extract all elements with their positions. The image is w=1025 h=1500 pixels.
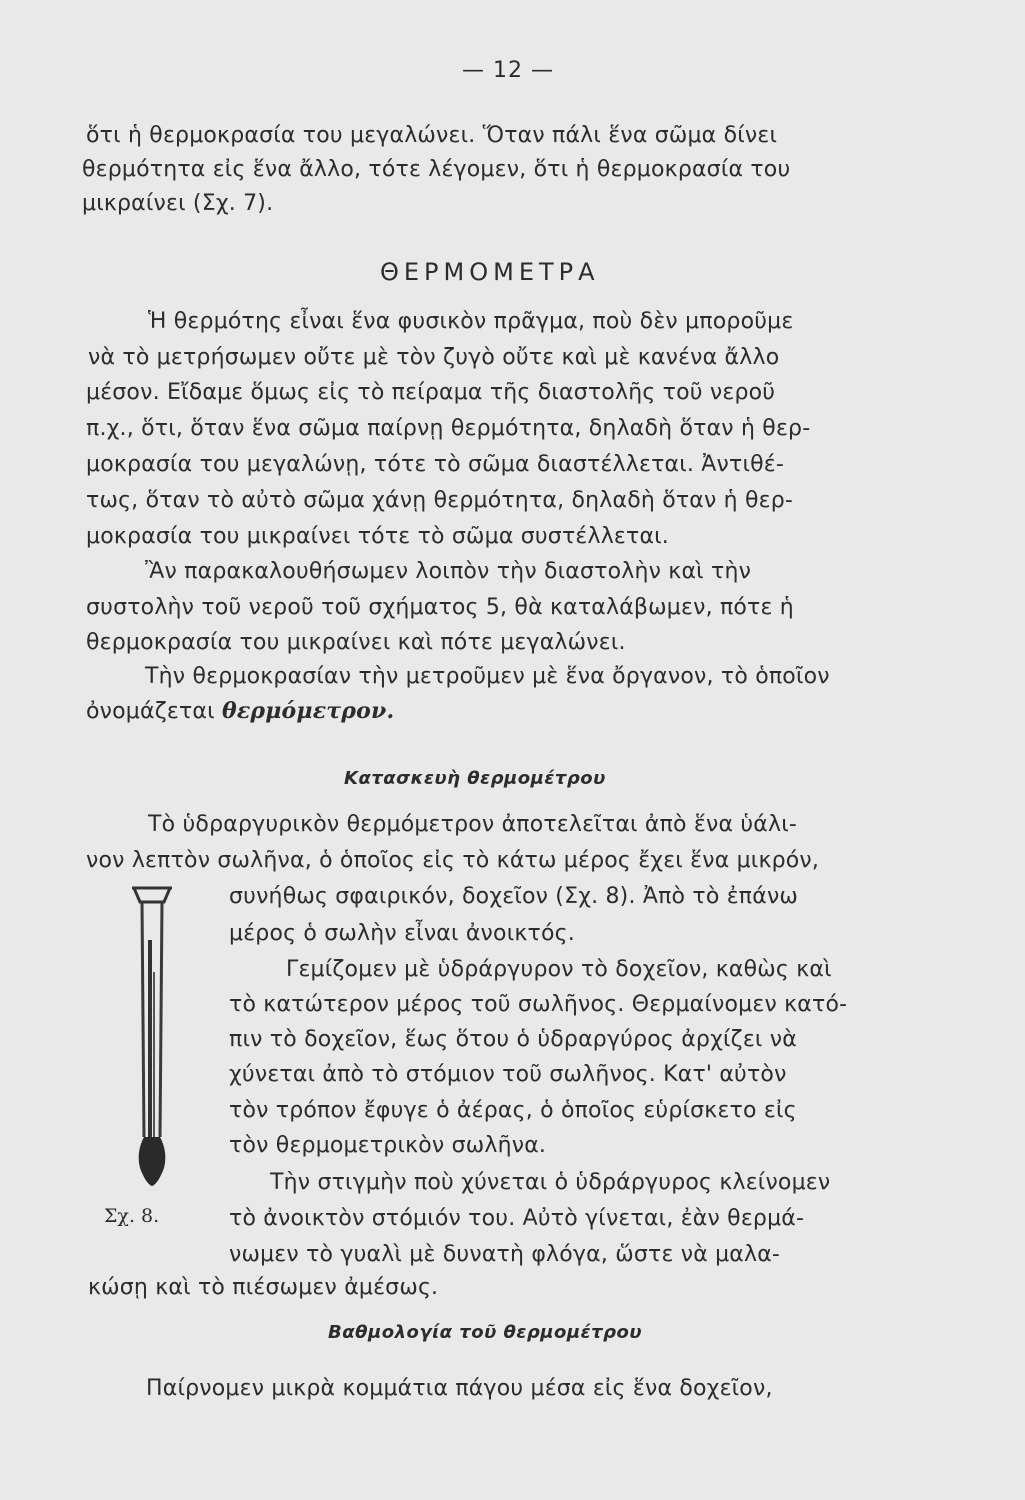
construction-line-8: χύνεται ἀπὸ τὸ στόμιον τοῦ σωλῆνος. Κατ' αὐτὸν — [229, 1062, 787, 1087]
construction-line-1: Τὸ ὑδραργυρικὸν θερμόμετρον ἀποτελεῖται ἀπὸ ἕνα ὑάλι- — [148, 812, 797, 837]
body-line-11: Τὴν θερμοκρασίαν τὴν μετροῦμεν μὲ ἕνα ὄργανον, τὸ ὁποῖον — [145, 664, 830, 689]
figure-caption: Σχ. 8. — [104, 1205, 160, 1227]
body-line-2: νὰ τὸ μετρήσωμεν οὔτε μὲ τὸν ζυγὸ οὔτε καὶ μὲ κανένα ἄλλο — [88, 345, 780, 370]
body-line-6: τως, ὅταν τὸ αὐτὸ σῶμα χάνῃ θερμότητα, δηλαδὴ ὅταν ἡ θερ- — [86, 488, 794, 513]
intro-line-1: ὅτι ἡ θερμοκρασία του μεγαλώνει. Ὅταν πάλι ἕνα σῶμα δίνει — [86, 123, 778, 148]
intro-line-2: θερμότητα εἰς ἕνα ἄλλο, τότε λέγομεν, ὅτι ἡ θερμοκρασία του — [82, 157, 791, 182]
construction-line-4: μέρος ὁ σωλὴν εἶναι ἀνοικτός. — [229, 921, 575, 946]
body-line-5: μοκρασία του μεγαλώνῃ, τότε τὸ σῶμα διαστέλλεται. Ἀντιθέ- — [86, 452, 784, 477]
construction-line-14: κώσῃ καὶ τὸ πιέσωμεν ἀμέσως. — [88, 1275, 439, 1300]
body-line-1: Ἡ θερμότης εἶναι ἕνα φυσικὸν πρᾶγμα, ποὺ δὲν μποροῦμε — [148, 309, 794, 334]
thermometer-figure — [118, 882, 188, 1196]
construction-line-2: νον λεπτὸν σωλῆνα, ὁ ὁποῖος εἰς τὸ κάτω μέρος ἔχει ἕνα μικρόν, — [86, 848, 820, 873]
construction-line-10: τὸν θερμομετρικὸν σωλῆνα. — [229, 1133, 547, 1158]
thermometer-icon — [118, 882, 188, 1192]
term-thermometer: θερμόμετρον. — [221, 698, 395, 724]
subheading-graduation: Βαθμολογία τοῦ θερμομέτρου — [328, 1322, 643, 1343]
construction-line-6: τὸ κατώτερον μέρος τοῦ σωλῆνος. Θερμαίνομεν κατό- — [229, 992, 848, 1017]
construction-line-12: τὸ ἀνοικτὸν στόμιόν του. Αὐτὸ γίνεται, ἐὰν θερμά- — [229, 1206, 805, 1231]
construction-line-3: συνήθως σφαιρικόν, δοχεῖον (Σχ. 8). Ἀπὸ τὸ ἐπάνω — [229, 884, 799, 909]
body-line-12 — [86, 696, 394, 727]
construction-line-5: Γεμίζομεν μὲ ὑδράργυρον τὸ δοχεῖον, καθὼς καὶ — [286, 957, 832, 982]
body-line-12-text: ὀνομάζεται — [86, 699, 222, 724]
section-title: ΘΕΡΜΟΜΕΤΡΑ — [380, 258, 600, 286]
graduation-line-1: Παίρνομεν μικρὰ κομμάτια πάγου μέσα εἰς ἕνα δοχεῖον, — [146, 1376, 773, 1401]
page-number: — 12 — — [462, 58, 554, 83]
body-line-7: μοκρασία του μικραίνει τότε τὸ σῶμα συστέλλεται. — [86, 524, 669, 549]
construction-line-11: Τὴν στιγμὴν ποὺ χύνεται ὁ ὑδράργυρος κλείνομεν — [270, 1170, 831, 1195]
body-line-3: μέσον. Εἴδαμε ὅμως εἰς τὸ πείραμα τῆς διαστολῆς τοῦ νεροῦ — [86, 380, 776, 405]
construction-line-9: τὸν τρόπον ἔφυγε ὁ ἀέρας, ὁ ὁποῖος εὑρίσκετο εἰς — [229, 1098, 797, 1123]
subheading-construction: Κατασκευὴ θερμομέτρου — [344, 768, 606, 789]
construction-line-13: νωμεν τὸ γυαλὶ μὲ δυνατὴ φλόγα, ὥστε νὰ μαλα- — [229, 1242, 781, 1267]
body-line-4: π.χ., ὅτι, ὅταν ἕνα σῶμα παίρνῃ θερμότητα, δηλαδὴ ὅταν ἡ θερ- — [86, 416, 811, 441]
construction-line-7: πιν τὸ δοχεῖον, ἕως ὅτου ὁ ὑδραργύρος ἀρχίζει νὰ — [229, 1027, 797, 1052]
intro-line-3: μικραίνει (Σχ. 7). — [82, 191, 274, 216]
body-line-8: Ἂν παρακαλουθήσωμεν λοιπὸν τὴν διαστολὴν καὶ τὴν — [145, 559, 752, 584]
body-line-9: συστολὴν τοῦ νεροῦ τοῦ σχήματος 5, θὰ καταλάβωμεν, πότε ἡ — [86, 595, 794, 620]
body-line-10: θερμοκρασία του μικραίνει καὶ πότε μεγαλώνει. — [86, 630, 626, 655]
